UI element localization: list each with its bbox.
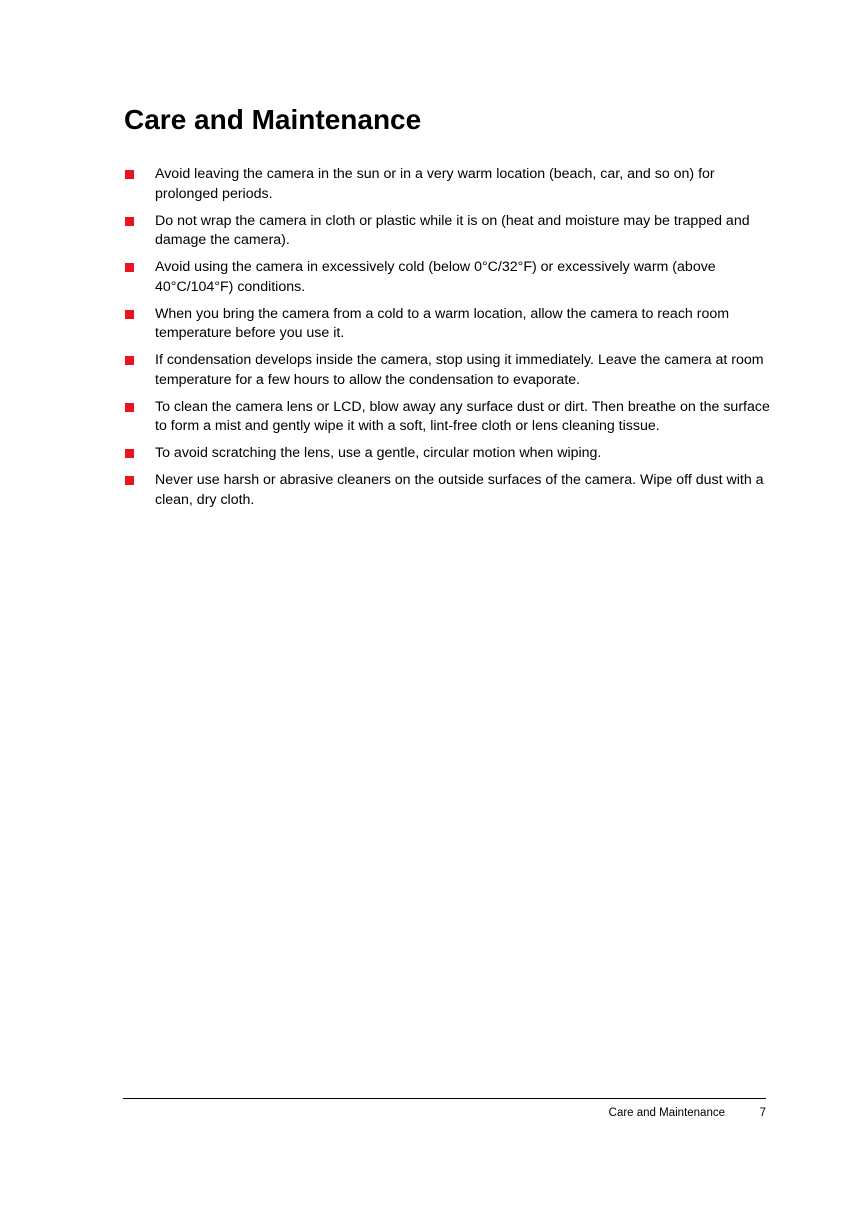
list-item-text: Never use harsh or abrasive cleaners on the outside surfaces of the camera. Wipe off dust with a clean, dry cloth. xyxy=(155,472,764,508)
list-item xyxy=(124,212,774,251)
list-item xyxy=(124,351,774,390)
footer-divider xyxy=(123,1098,766,1099)
list-item xyxy=(124,444,774,464)
square-bullet-icon xyxy=(125,310,134,319)
square-bullet-icon xyxy=(125,356,134,365)
square-bullet-icon xyxy=(125,476,134,485)
square-bullet-icon xyxy=(125,170,134,179)
list-item-text: Avoid leaving the camera in the sun or in a very warm location (beach, car, and so on) for prolonged periods. xyxy=(155,166,715,202)
square-bullet-icon xyxy=(125,403,134,412)
list-item xyxy=(124,258,774,297)
page-title: Care and Maintenance xyxy=(124,104,422,135)
list-item-text: Avoid using the camera in excessively cold (below 0°C/32°F) or excessively warm (above 40°C/104°F) conditions. xyxy=(155,259,716,295)
list-item-text: To clean the camera lens or LCD, blow away any surface dust or dirt. Then breathe on the surface to form a mist and gently wipe it with a soft, lint-free cloth or lens cleaning tissue. xyxy=(155,398,770,434)
footer-page-number: 7 xyxy=(759,1107,766,1119)
list-item xyxy=(124,471,774,510)
list-item-text: To avoid scratching the lens, use a gentle, circular motion when wiping. xyxy=(155,445,602,461)
footer-section-title: Care and Maintenance xyxy=(608,1107,725,1119)
list-item-text: When you bring the camera from a cold to a warm location, allow the camera to reach room temperature before you use it. xyxy=(155,305,730,341)
square-bullet-icon xyxy=(125,263,134,272)
list-item-text: If condensation develops inside the camera, stop using it immediately. Leave the camera at room temperature for a few hours to allow the condensation to evaporate. xyxy=(155,352,764,388)
square-bullet-icon xyxy=(125,217,134,226)
list-item xyxy=(124,165,774,204)
square-bullet-icon xyxy=(125,449,134,458)
list-item-text: Do not wrap the camera in cloth or plastic while it is on (heat and moisture may be trapped and damage the camera). xyxy=(155,212,750,248)
list-item xyxy=(124,398,774,437)
care-bullet-list xyxy=(124,165,774,518)
list-item xyxy=(124,305,774,344)
